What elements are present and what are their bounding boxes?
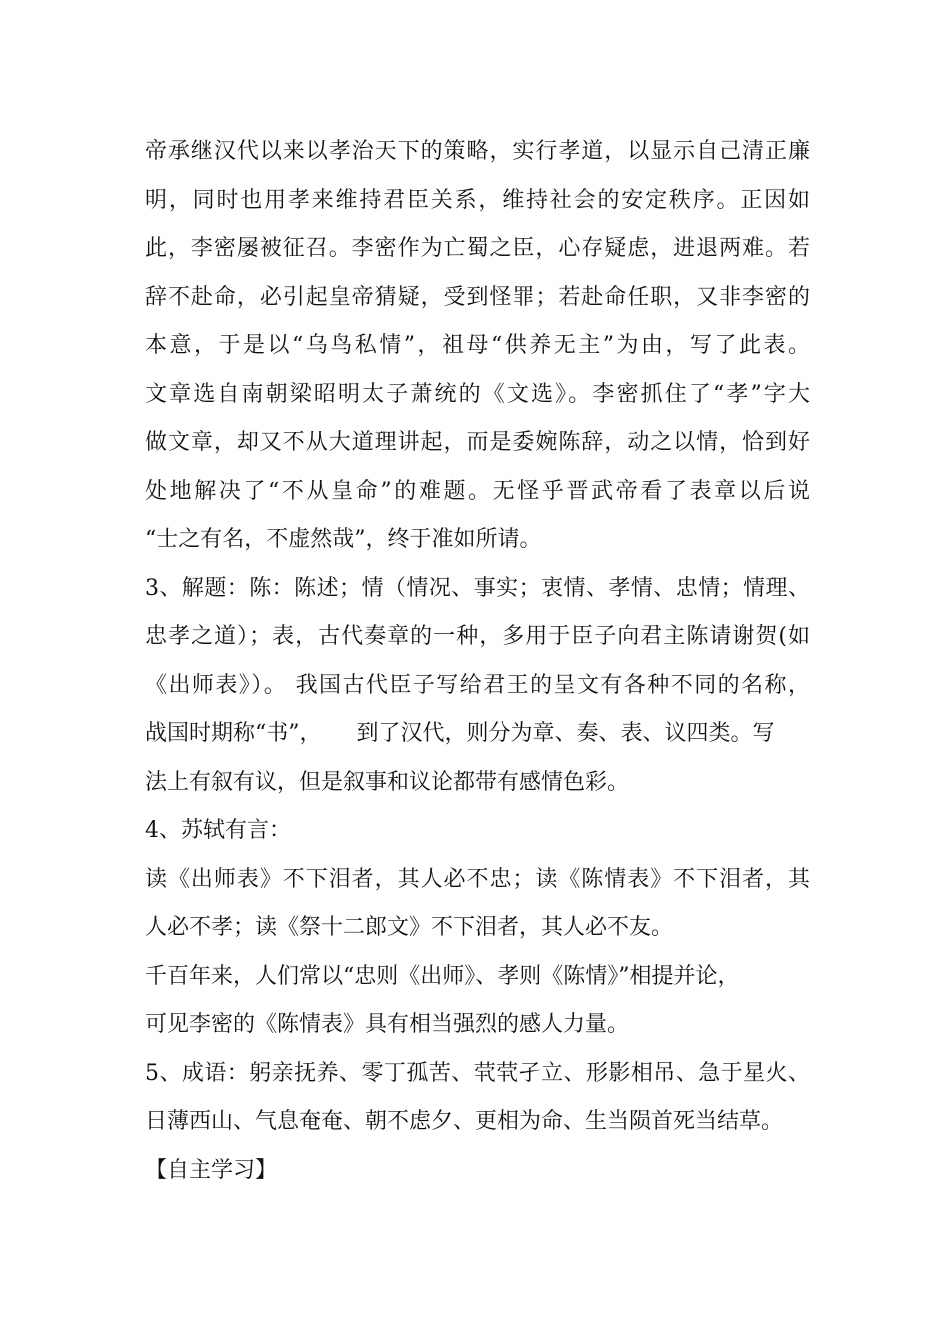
text-line-10: 3、解题：陈：陈述；情（情况、事实；衷情、孝情、忠情；情理、 (145, 575, 810, 601)
text-line-19: 可见李密的《陈情表》具有相当强烈的感人力量。 (145, 1012, 630, 1037)
text-line-1: 帝承继汉代以来以孝治天下的策略，实行孝道，以显示自己清正廉 (145, 139, 810, 164)
text-line-7: 做文章，却又不从大道理讲起，而是委婉陈辞，动之以情，恰到好 (145, 430, 810, 455)
text-line-15: 4、苏轼有言： (145, 818, 291, 843)
text-line-21: 日薄西山、气息奄奄、朝不虑夕、更相为命、生当陨首死当结草。 (145, 1109, 784, 1134)
text-line-11: 忠孝之道）；表，古代奏章的一种，多用于臣子向君主陈请谢贺(如 (145, 624, 810, 649)
text-line-16: 读《出师表》不下泪者，其人必不忠；读《陈情表》不下泪者，其 (145, 866, 810, 892)
text-line-8: 处地解决了“不从皇命”的难题。无怪乎晋武帝看了表章以后说 (145, 478, 810, 504)
section-heading: 【自主学习】 (145, 1157, 278, 1183)
text-line-9: “士之有名，不虚然哉”，终于准如所请。 (145, 527, 542, 552)
text-line-2: 明，同时也用孝来维持君臣关系，维持社会的安定秩序。正因如 (145, 187, 810, 213)
text-line-6: 文章选自南朝梁昭明太子萧统的《文选》。李密抓住了“孝”字大 (145, 381, 810, 407)
text-line-13: 战国时期称“书”， 到了汉代，则分为章、奏、表、议四类。写 (145, 721, 775, 746)
text-line-5: 本意，于是以“乌鸟私情”，祖母“供养无主”为由，写了此表。 (145, 333, 810, 358)
text-line-17: 人必不孝；读《祭十二郎文》不下泪者，其人必不友。 (145, 915, 674, 940)
text-line-18: 千百年来，人们常以“忠则《出师》、孝则《陈情》”相提并论， (145, 963, 740, 989)
text-line-4: 辞不赴命，必引起皇帝猜疑，受到怪罪；若赴命任职，又非李密的 (145, 284, 810, 310)
text-line-12: 《出师表》）。 我国古代臣子写给君王的呈文有各种不同的名称， (145, 672, 810, 698)
text-line-14: 法上有叙有议，但是叙事和议论都带有感情色彩。 (145, 769, 630, 795)
text-line-3: 此，李密屡被征召。李密作为亡蜀之臣，心存疑虑，进退两难。若 (145, 236, 810, 261)
text-line-20: 5、成语：躬亲抚养、零丁孤苦、茕茕孑立、形影相吊、急于星火、 (145, 1060, 810, 1086)
document-body (145, 128, 810, 1195)
